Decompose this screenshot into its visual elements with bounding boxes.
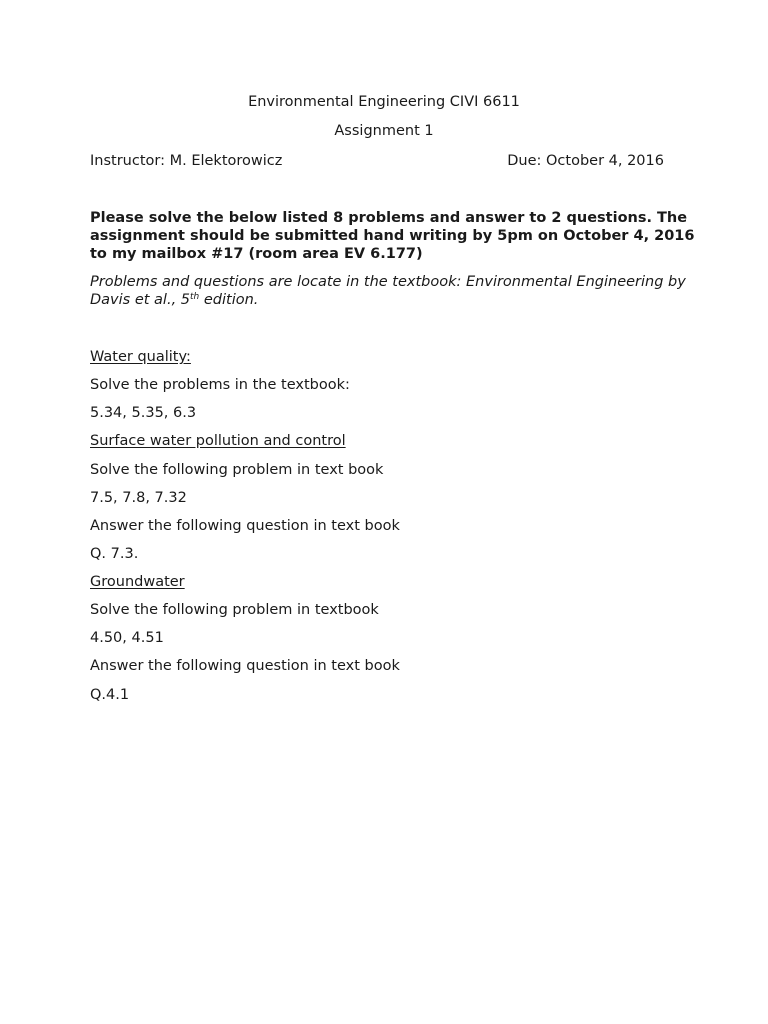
surface-water-problems: 7.5, 7.8, 7.32 bbox=[90, 490, 187, 506]
groundwater-questions: Q.4.1 bbox=[90, 687, 130, 703]
textbook-note-line-1: Problems and questions are locate in the textbook: Environmental Engineering by bbox=[90, 274, 686, 290]
section-heading-water-quality: Water quality: bbox=[90, 349, 191, 365]
instructions-line-3: to my mailbox #17 (room area EV 6.177) bbox=[90, 246, 423, 262]
water-quality-problems: 5.34, 5.35, 6.3 bbox=[90, 405, 197, 421]
water-quality-instruction: Solve the problems in the textbook: bbox=[90, 377, 350, 393]
surface-water-instruction: Solve the following problem in text book bbox=[90, 462, 384, 478]
course-title: Environmental Engineering CIVI 6611 bbox=[248, 94, 520, 110]
groundwater-instruction: Solve the following problem in textbook bbox=[90, 602, 379, 618]
section-heading-surface-water: Surface water pollution and control bbox=[90, 433, 346, 449]
textbook-note-text: Davis et al., 5 bbox=[90, 292, 191, 308]
surface-water-question-instruction: Answer the following question in text book bbox=[90, 518, 400, 534]
assignment-title: Assignment 1 bbox=[334, 123, 434, 139]
instructions-line-1: Please solve the below listed 8 problems and answer to 2 questions. The bbox=[90, 210, 688, 226]
groundwater-problems: 4.50, 4.51 bbox=[90, 630, 164, 646]
section-heading-groundwater: Groundwater bbox=[90, 574, 185, 590]
instructions-line-2: assignment should be submitted hand writing by 5pm on October 4, 2016 bbox=[90, 228, 695, 244]
groundwater-question-instruction: Answer the following question in text book bbox=[90, 658, 400, 674]
textbook-note-edition: edition. bbox=[199, 292, 259, 308]
due-date: Due: October 4, 2016 bbox=[507, 153, 664, 169]
surface-water-questions: Q. 7.3. bbox=[90, 546, 139, 562]
edition-superscript: th bbox=[190, 292, 200, 302]
textbook-note-line-2 bbox=[90, 291, 258, 309]
instructor-line: Instructor: M. Elektorowicz bbox=[90, 153, 283, 169]
